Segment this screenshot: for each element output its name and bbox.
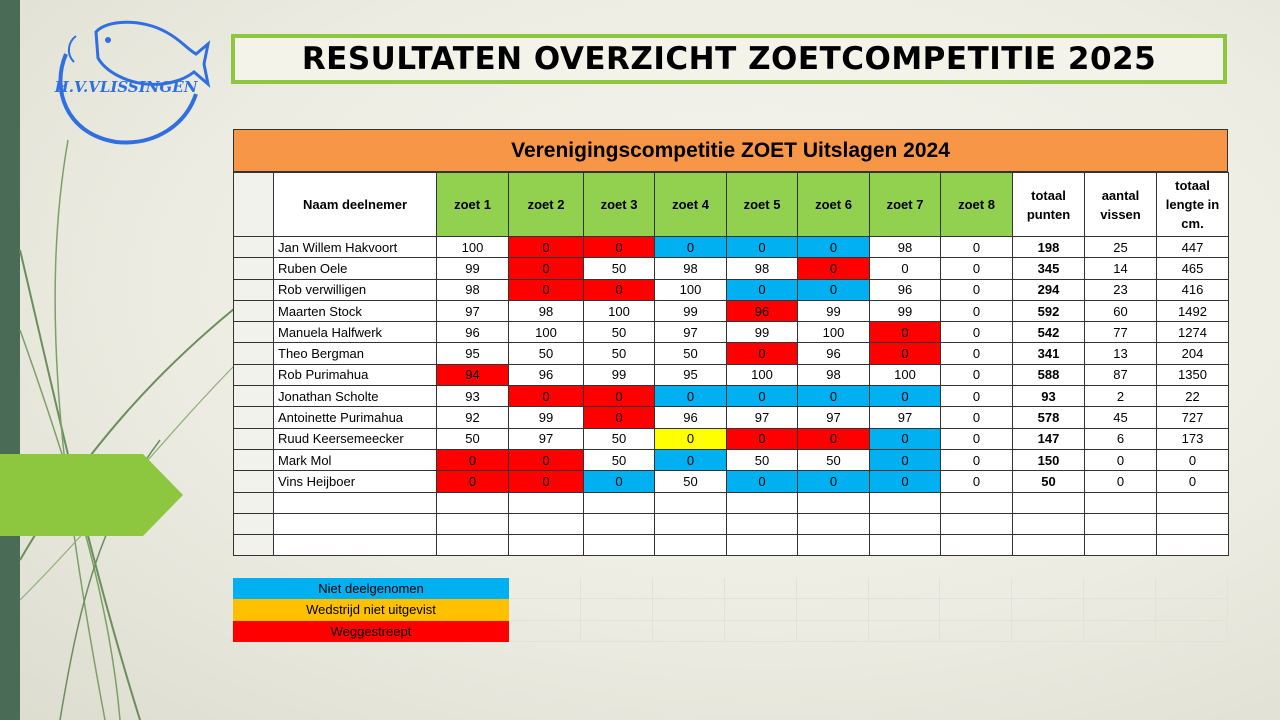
score-zoet-7: 0 <box>870 449 941 470</box>
blank-cell <box>584 513 655 534</box>
score-zoet-5: 50 <box>727 449 798 470</box>
blank-row <box>234 535 1229 556</box>
score-zoet-3: 50 <box>584 449 655 470</box>
table-header-row <box>234 173 1229 237</box>
total-points: 345 <box>1013 258 1085 279</box>
total-length: 0 <box>1157 449 1229 470</box>
score-zoet-6: 50 <box>798 449 870 470</box>
score-zoet-1: 0 <box>437 471 509 492</box>
score-zoet-1: 95 <box>437 343 509 364</box>
score-zoet-4: 0 <box>655 449 727 470</box>
fish-count: 23 <box>1085 279 1157 300</box>
score-zoet-3: 50 <box>584 258 655 279</box>
score-zoet-6: 0 <box>798 428 870 449</box>
score-zoet-6: 0 <box>798 279 870 300</box>
score-zoet-4: 0 <box>655 386 727 407</box>
participant-name: Jonathan Scholte <box>274 386 437 407</box>
row-empty-cell <box>234 428 274 449</box>
header-totaal-lengte: totaal lengte in cm. <box>1157 173 1229 237</box>
score-zoet-1: 99 <box>437 258 509 279</box>
score-zoet-8: 0 <box>941 471 1013 492</box>
score-zoet-3: 100 <box>584 300 655 321</box>
header-totaal-punten: totaal punten <box>1013 173 1085 237</box>
blank-cell <box>437 492 509 513</box>
legend-grid-cell <box>509 578 581 599</box>
participant-name: Rob Purimahua <box>274 364 437 385</box>
legend-grid-cell <box>1156 578 1228 599</box>
score-zoet-8: 0 <box>941 343 1013 364</box>
score-zoet-8: 0 <box>941 279 1013 300</box>
total-points: 542 <box>1013 322 1085 343</box>
blank-cell <box>274 492 437 513</box>
header-empty-cell <box>234 173 274 237</box>
page-title-box <box>231 34 1227 84</box>
header-zoet-3: zoet 3 <box>584 173 655 237</box>
legend-grid-cell <box>940 621 1012 642</box>
score-zoet-3: 50 <box>584 428 655 449</box>
score-zoet-4: 0 <box>655 428 727 449</box>
score-zoet-3: 50 <box>584 343 655 364</box>
score-zoet-8: 0 <box>941 407 1013 428</box>
legend-grid-cell <box>1084 578 1156 599</box>
blank-cell <box>941 535 1013 556</box>
score-zoet-3: 0 <box>584 279 655 300</box>
score-zoet-2: 0 <box>509 279 584 300</box>
blank-cell <box>509 535 584 556</box>
legend-grid-cell <box>1012 621 1084 642</box>
table-row <box>234 471 1229 492</box>
total-length: 727 <box>1157 407 1229 428</box>
score-zoet-7: 0 <box>870 258 941 279</box>
legend-grid-cell <box>1156 621 1228 642</box>
score-zoet-3: 0 <box>584 407 655 428</box>
score-zoet-1: 0 <box>437 449 509 470</box>
score-zoet-8: 0 <box>941 428 1013 449</box>
legend-label: Weggestreept <box>233 621 509 642</box>
blank-cell <box>1013 535 1085 556</box>
legend-grid-cell <box>581 578 653 599</box>
blank-cell <box>437 535 509 556</box>
participant-name: Mark Mol <box>274 449 437 470</box>
score-zoet-1: 98 <box>437 279 509 300</box>
legend-grid-cell <box>869 599 941 620</box>
score-zoet-7: 98 <box>870 237 941 258</box>
blank-row <box>234 492 1229 513</box>
score-zoet-5: 100 <box>727 364 798 385</box>
score-zoet-4: 50 <box>655 471 727 492</box>
score-zoet-5: 0 <box>727 279 798 300</box>
table-row <box>234 279 1229 300</box>
total-points: 578 <box>1013 407 1085 428</box>
table-row <box>234 300 1229 321</box>
blank-cell <box>655 535 727 556</box>
row-empty-cell <box>234 386 274 407</box>
table-row <box>234 364 1229 385</box>
blank-cell <box>437 513 509 534</box>
blank-cell <box>509 513 584 534</box>
participant-name: Manuela Halfwerk <box>274 322 437 343</box>
score-zoet-3: 0 <box>584 471 655 492</box>
blank-row <box>234 513 1229 534</box>
blank-cell <box>798 492 870 513</box>
table-row <box>234 386 1229 407</box>
total-points: 294 <box>1013 279 1085 300</box>
total-length: 22 <box>1157 386 1229 407</box>
legend-grid-cell <box>725 599 797 620</box>
total-points: 592 <box>1013 300 1085 321</box>
fish-count: 6 <box>1085 428 1157 449</box>
blank-cell <box>941 513 1013 534</box>
score-zoet-2: 0 <box>509 258 584 279</box>
blank-cell <box>584 535 655 556</box>
results-table <box>233 172 1229 556</box>
score-zoet-6: 0 <box>798 237 870 258</box>
blank-cell <box>1085 513 1157 534</box>
blank-cell <box>727 535 798 556</box>
blank-cell <box>655 492 727 513</box>
legend-grid-cell <box>725 578 797 599</box>
score-zoet-2: 0 <box>509 237 584 258</box>
row-empty-cell <box>234 322 274 343</box>
header-zoet-7: zoet 7 <box>870 173 941 237</box>
table-row <box>234 322 1229 343</box>
score-zoet-4: 97 <box>655 322 727 343</box>
legend-row <box>233 599 1228 620</box>
fish-count: 60 <box>1085 300 1157 321</box>
score-zoet-7: 96 <box>870 279 941 300</box>
blank-cell <box>1157 535 1229 556</box>
total-points: 341 <box>1013 343 1085 364</box>
total-points: 93 <box>1013 386 1085 407</box>
score-zoet-8: 0 <box>941 322 1013 343</box>
total-length: 1350 <box>1157 364 1229 385</box>
legend-grid-cell <box>653 578 725 599</box>
score-zoet-8: 0 <box>941 449 1013 470</box>
score-zoet-2: 97 <box>509 428 584 449</box>
score-zoet-2: 50 <box>509 343 584 364</box>
legend <box>233 578 1228 642</box>
total-points: 198 <box>1013 237 1085 258</box>
score-zoet-2: 96 <box>509 364 584 385</box>
score-zoet-3: 0 <box>584 237 655 258</box>
legend-grid-cell <box>1084 599 1156 620</box>
participant-name: Jan Willem Hakvoort <box>274 237 437 258</box>
participant-name: Theo Bergman <box>274 343 437 364</box>
blank-cell <box>798 513 870 534</box>
legend-grid-cell <box>1084 621 1156 642</box>
blank-cell <box>870 492 941 513</box>
blank-cell <box>509 492 584 513</box>
legend-grid-cell <box>509 621 581 642</box>
blank-cell <box>870 513 941 534</box>
blank-cell <box>1157 513 1229 534</box>
row-empty-cell <box>234 343 274 364</box>
row-empty-cell <box>234 407 274 428</box>
blank-cell <box>870 535 941 556</box>
score-zoet-4: 100 <box>655 279 727 300</box>
score-zoet-7: 0 <box>870 322 941 343</box>
score-zoet-6: 97 <box>798 407 870 428</box>
header-zoet-6: zoet 6 <box>798 173 870 237</box>
score-zoet-6: 0 <box>798 471 870 492</box>
legend-grid-cell <box>509 599 581 620</box>
score-zoet-5: 97 <box>727 407 798 428</box>
score-zoet-8: 0 <box>941 258 1013 279</box>
participant-name: Ruud Keersemeecker <box>274 428 437 449</box>
header-zoet-4: zoet 4 <box>655 173 727 237</box>
table-row <box>234 428 1229 449</box>
score-zoet-1: 50 <box>437 428 509 449</box>
score-zoet-2: 0 <box>509 386 584 407</box>
legend-grid <box>509 578 1228 599</box>
table-row <box>234 343 1229 364</box>
fish-count: 14 <box>1085 258 1157 279</box>
total-length: 447 <box>1157 237 1229 258</box>
score-zoet-6: 98 <box>798 364 870 385</box>
score-zoet-2: 0 <box>509 471 584 492</box>
score-zoet-7: 100 <box>870 364 941 385</box>
score-zoet-4: 95 <box>655 364 727 385</box>
score-zoet-5: 96 <box>727 300 798 321</box>
score-zoet-6: 0 <box>798 258 870 279</box>
legend-grid-cell <box>725 621 797 642</box>
score-zoet-1: 97 <box>437 300 509 321</box>
participant-name: Vins Heijboer <box>274 471 437 492</box>
total-points: 50 <box>1013 471 1085 492</box>
score-zoet-6: 96 <box>798 343 870 364</box>
score-zoet-8: 0 <box>941 300 1013 321</box>
fish-count: 77 <box>1085 322 1157 343</box>
total-points: 588 <box>1013 364 1085 385</box>
legend-grid-cell <box>940 578 1012 599</box>
score-zoet-4: 96 <box>655 407 727 428</box>
score-zoet-8: 0 <box>941 386 1013 407</box>
table-row <box>234 258 1229 279</box>
legend-label: Niet deelgenomen <box>233 578 509 599</box>
score-zoet-6: 99 <box>798 300 870 321</box>
results-table-container <box>233 129 1228 556</box>
fish-count: 0 <box>1085 449 1157 470</box>
table-row <box>234 407 1229 428</box>
legend-grid-cell <box>1012 599 1084 620</box>
table-row <box>234 449 1229 470</box>
header-zoet-1: zoet 1 <box>437 173 509 237</box>
score-zoet-7: 0 <box>870 343 941 364</box>
header-name: Naam deelnemer <box>274 173 437 237</box>
score-zoet-8: 0 <box>941 364 1013 385</box>
total-length: 0 <box>1157 471 1229 492</box>
score-zoet-6: 0 <box>798 386 870 407</box>
score-zoet-4: 50 <box>655 343 727 364</box>
score-zoet-7: 0 <box>870 471 941 492</box>
score-zoet-1: 100 <box>437 237 509 258</box>
score-zoet-4: 0 <box>655 237 727 258</box>
total-points: 150 <box>1013 449 1085 470</box>
score-zoet-7: 0 <box>870 428 941 449</box>
score-zoet-1: 92 <box>437 407 509 428</box>
score-zoet-6: 100 <box>798 322 870 343</box>
participant-name: Ruben Oele <box>274 258 437 279</box>
blank-cell <box>727 513 798 534</box>
legend-grid-cell <box>797 621 869 642</box>
total-length: 1274 <box>1157 322 1229 343</box>
score-zoet-1: 94 <box>437 364 509 385</box>
legend-row <box>233 621 1228 642</box>
fish-count: 13 <box>1085 343 1157 364</box>
score-zoet-7: 99 <box>870 300 941 321</box>
score-zoet-5: 0 <box>727 428 798 449</box>
legend-grid <box>509 599 1228 620</box>
header-zoet-8: zoet 8 <box>941 173 1013 237</box>
blank-cell <box>1157 492 1229 513</box>
score-zoet-3: 99 <box>584 364 655 385</box>
legend-label: Wedstrijd niet uitgevist <box>233 599 509 620</box>
fish-count: 87 <box>1085 364 1157 385</box>
legend-grid-cell <box>940 599 1012 620</box>
participant-name: Rob verwilligen <box>274 279 437 300</box>
score-zoet-5: 0 <box>727 237 798 258</box>
header-zoet-2: zoet 2 <box>509 173 584 237</box>
table-row <box>234 237 1229 258</box>
row-empty-cell <box>234 300 274 321</box>
blank-cell <box>798 535 870 556</box>
blank-cell <box>1085 492 1157 513</box>
blank-cell <box>234 535 274 556</box>
score-zoet-8: 0 <box>941 237 1013 258</box>
total-length: 204 <box>1157 343 1229 364</box>
total-length: 465 <box>1157 258 1229 279</box>
total-length: 173 <box>1157 428 1229 449</box>
legend-row <box>233 578 1228 599</box>
score-zoet-4: 98 <box>655 258 727 279</box>
score-zoet-5: 0 <box>727 343 798 364</box>
score-zoet-1: 96 <box>437 322 509 343</box>
row-empty-cell <box>234 258 274 279</box>
blank-cell <box>727 492 798 513</box>
legend-grid-cell <box>653 599 725 620</box>
blank-cell <box>274 535 437 556</box>
score-zoet-4: 99 <box>655 300 727 321</box>
legend-grid-cell <box>581 621 653 642</box>
blank-cell <box>655 513 727 534</box>
total-length: 1492 <box>1157 300 1229 321</box>
score-zoet-2: 100 <box>509 322 584 343</box>
score-zoet-1: 93 <box>437 386 509 407</box>
score-zoet-2: 99 <box>509 407 584 428</box>
page-title: RESULTATEN OVERZICHT ZOETCOMPETITIE 2025 <box>301 41 1157 77</box>
score-zoet-7: 97 <box>870 407 941 428</box>
legend-grid-cell <box>797 599 869 620</box>
total-length: 416 <box>1157 279 1229 300</box>
blank-cell <box>1085 535 1157 556</box>
legend-grid-cell <box>869 578 941 599</box>
blank-cell <box>584 492 655 513</box>
legend-grid-cell <box>869 621 941 642</box>
row-empty-cell <box>234 364 274 385</box>
score-zoet-5: 99 <box>727 322 798 343</box>
fish-count: 25 <box>1085 237 1157 258</box>
score-zoet-3: 50 <box>584 322 655 343</box>
score-zoet-5: 0 <box>727 471 798 492</box>
legend-grid-cell <box>1156 599 1228 620</box>
row-empty-cell <box>234 471 274 492</box>
row-empty-cell <box>234 449 274 470</box>
green-arrow-shape <box>0 454 183 536</box>
score-zoet-5: 98 <box>727 258 798 279</box>
row-empty-cell <box>234 237 274 258</box>
legend-grid-cell <box>653 621 725 642</box>
fish-count: 45 <box>1085 407 1157 428</box>
participant-name: Maarten Stock <box>274 300 437 321</box>
header-aantal-vissen: aantal vissen <box>1085 173 1157 237</box>
legend-grid <box>509 621 1228 642</box>
blank-cell <box>941 492 1013 513</box>
blank-cell <box>274 513 437 534</box>
legend-grid-cell <box>1012 578 1084 599</box>
fish-logo-icon <box>46 14 216 146</box>
table-title: Verenigingscompetitie ZOET Uitslagen 2024 <box>233 129 1228 172</box>
score-zoet-2: 98 <box>509 300 584 321</box>
blank-cell <box>1013 513 1085 534</box>
blank-cell <box>234 492 274 513</box>
logo-text: H.V.VLISSINGEN <box>54 78 198 96</box>
fish-count: 2 <box>1085 386 1157 407</box>
header-zoet-5: zoet 5 <box>727 173 798 237</box>
blank-cell <box>1013 492 1085 513</box>
fish-count: 0 <box>1085 471 1157 492</box>
total-points: 147 <box>1013 428 1085 449</box>
score-zoet-7: 0 <box>870 386 941 407</box>
score-zoet-2: 0 <box>509 449 584 470</box>
legend-grid-cell <box>797 578 869 599</box>
score-zoet-5: 0 <box>727 386 798 407</box>
score-zoet-3: 0 <box>584 386 655 407</box>
participant-name: Antoinette Purimahua <box>274 407 437 428</box>
legend-grid-cell <box>581 599 653 620</box>
row-empty-cell <box>234 279 274 300</box>
blank-cell <box>234 513 274 534</box>
